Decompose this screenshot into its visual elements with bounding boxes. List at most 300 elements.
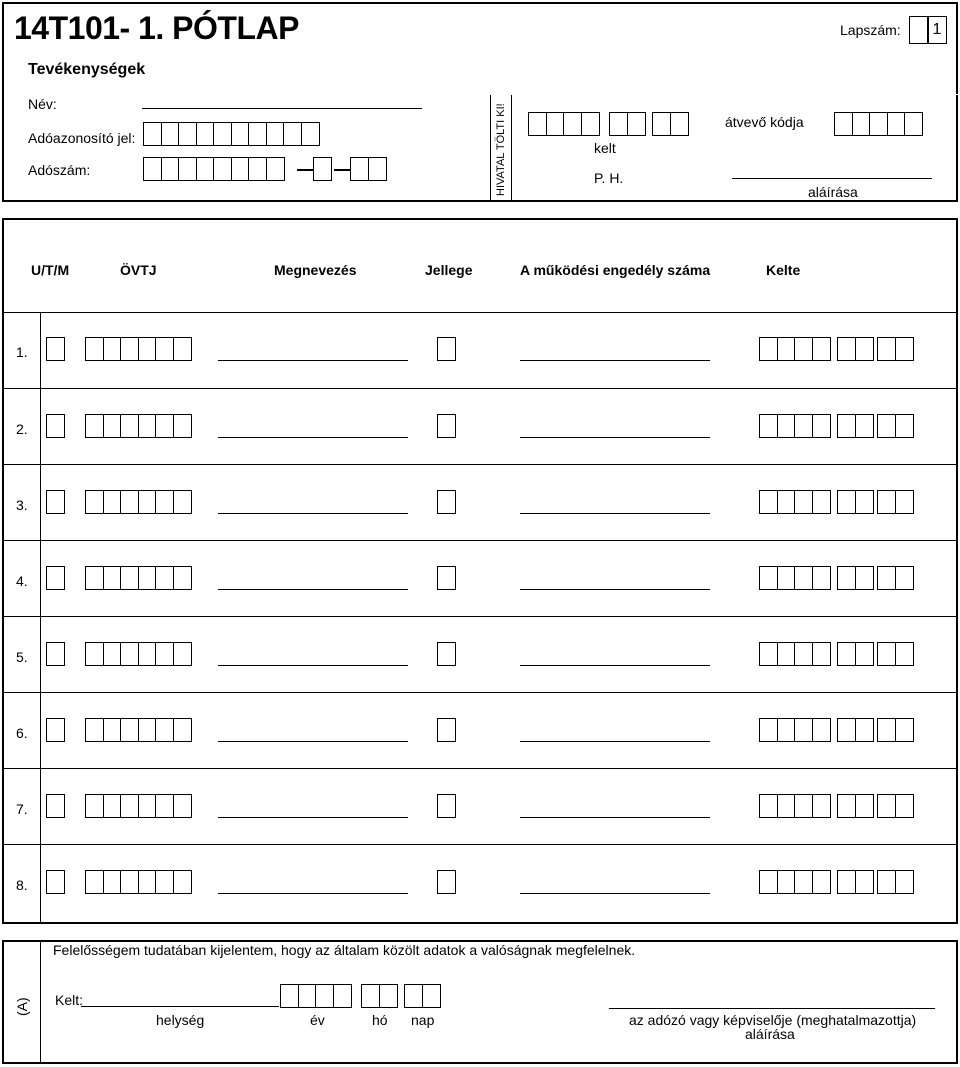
entry-box[interactable] [895, 794, 914, 818]
entry-box[interactable] [266, 122, 285, 146]
entry-box[interactable] [437, 718, 456, 742]
row-name-field[interactable] [218, 437, 408, 438]
entry-box[interactable] [103, 490, 122, 514]
entry-box[interactable] [85, 870, 104, 894]
row-name-field[interactable] [218, 817, 408, 818]
entry-box[interactable] [138, 642, 157, 666]
entry-box[interactable] [812, 337, 831, 361]
table-row [4, 768, 956, 844]
entry-box[interactable] [143, 157, 162, 181]
declaration-date-label: Kelt: [55, 992, 84, 1008]
entry-box[interactable] [777, 337, 796, 361]
entry-box[interactable] [437, 870, 456, 894]
col-header-permit-number: A működési engedély száma [520, 262, 711, 278]
row-permit-number-field[interactable] [520, 817, 710, 818]
office-date-boxes-month[interactable] [609, 112, 644, 136]
declaration-signature-caption-1: az adózó vagy képviselője (meghatalmazottja) [629, 1012, 917, 1028]
row-date-boxes-month[interactable] [837, 566, 872, 590]
entry-box[interactable] [437, 490, 456, 514]
entry-box[interactable] [652, 112, 671, 136]
entry-box[interactable] [350, 157, 369, 181]
receiver-code-boxes[interactable] [834, 112, 922, 136]
entry-box[interactable] [759, 337, 778, 361]
entry-box[interactable] [301, 122, 320, 146]
entry-box[interactable] [161, 157, 180, 181]
row-date-boxes-year[interactable] [759, 414, 829, 438]
entry-box[interactable] [528, 112, 547, 136]
row-date-boxes-year[interactable] [759, 490, 829, 514]
entry-box[interactable] [895, 490, 914, 514]
entry-box[interactable] [361, 984, 380, 1008]
entry-box[interactable] [794, 794, 813, 818]
row-number: 7. [16, 801, 28, 817]
row-date-boxes-year[interactable] [759, 718, 829, 742]
row-utm-box[interactable] [46, 490, 64, 514]
row-permit-number-field[interactable] [520, 437, 710, 438]
row-date-boxes-year[interactable] [759, 642, 829, 666]
row-utm-box[interactable] [46, 337, 64, 361]
col-header-ovtj: ÖVTJ [120, 262, 157, 278]
entry-box[interactable] [248, 157, 267, 181]
row-name-field[interactable] [218, 741, 408, 742]
entry-box[interactable] [777, 642, 796, 666]
receiver-signature-line[interactable] [732, 178, 932, 179]
header-panel [2, 2, 958, 202]
entry-box[interactable] [120, 870, 139, 894]
tax-number-dash-2 [334, 169, 350, 171]
entry-box[interactable] [837, 490, 856, 514]
tax-number-boxes-county[interactable] [350, 157, 385, 181]
entry-box[interactable] [855, 718, 874, 742]
entry-box[interactable] [103, 337, 122, 361]
row-date-boxes-day[interactable] [877, 642, 912, 666]
entry-box[interactable] [85, 718, 104, 742]
entry-box[interactable] [46, 794, 65, 818]
page-number-box[interactable]: 1 [927, 16, 947, 44]
entry-box[interactable] [877, 642, 896, 666]
table-row [4, 616, 956, 692]
col-header-utm: U/T/M [31, 262, 70, 278]
tax-id-boxes[interactable] [143, 122, 318, 146]
entry-box[interactable] [877, 337, 896, 361]
row-date-boxes-month[interactable] [837, 870, 872, 894]
declaration-side-label: (A) [14, 997, 30, 1016]
col-header-date: Kelte [766, 262, 801, 278]
entry-box[interactable] [437, 337, 456, 361]
row-ovtj-boxes[interactable] [85, 337, 190, 361]
entry-box[interactable] [298, 984, 317, 1008]
row-utm-box[interactable] [46, 566, 64, 590]
section-title: Tevékenységek [28, 61, 146, 78]
row-ovtj-boxes[interactable] [85, 794, 190, 818]
page-number-label: Lapszám: [840, 22, 901, 38]
row-date-boxes-month[interactable] [837, 718, 872, 742]
row-date-boxes-month[interactable] [837, 642, 872, 666]
entry-box[interactable] [877, 718, 896, 742]
entry-box[interactable] [877, 414, 896, 438]
entry-box[interactable] [895, 566, 914, 590]
col-header-name: Megnevezés [274, 262, 357, 278]
declaration-month-boxes[interactable] [361, 984, 396, 1008]
entry-box[interactable] [143, 122, 162, 146]
entry-box[interactable] [837, 337, 856, 361]
entry-box[interactable] [85, 794, 104, 818]
entry-box[interactable] [46, 566, 65, 590]
entry-box[interactable] [777, 794, 796, 818]
entry-box[interactable] [777, 566, 796, 590]
entry-box[interactable] [138, 794, 157, 818]
entry-box[interactable] [437, 794, 456, 818]
row-type-box[interactable] [437, 794, 455, 818]
entry-box[interactable] [812, 414, 831, 438]
entry-box[interactable] [855, 642, 874, 666]
entry-box[interactable] [794, 414, 813, 438]
entry-box[interactable] [877, 490, 896, 514]
row-date-boxes-day[interactable] [877, 566, 912, 590]
entry-box[interactable] [777, 490, 796, 514]
entry-box[interactable] [46, 414, 65, 438]
tax-number-boxes-main[interactable] [143, 157, 283, 181]
receiver-signature-label: aláírása [808, 184, 858, 200]
entry-box[interactable] [895, 414, 914, 438]
form-title: 14T101- 1. PÓTLAP [14, 10, 299, 46]
entry-box[interactable] [563, 112, 582, 136]
col-header-type: Jellege [425, 262, 473, 278]
entry-box[interactable] [777, 414, 796, 438]
row-date-boxes-month[interactable] [837, 794, 872, 818]
entry-box[interactable] [313, 157, 332, 181]
entry-box[interactable] [46, 490, 65, 514]
office-date-boxes-day[interactable] [652, 112, 687, 136]
declaration-place-field[interactable] [81, 1006, 279, 1007]
entry-box[interactable] [794, 870, 813, 894]
entry-box[interactable] [120, 642, 139, 666]
activities-table [2, 218, 958, 924]
entry-box[interactable] [759, 490, 778, 514]
entry-box[interactable] [138, 566, 157, 590]
row-utm-box[interactable] [46, 414, 64, 438]
entry-box[interactable] [155, 870, 174, 894]
entry-box[interactable] [315, 984, 334, 1008]
tax-number-dash-1 [297, 169, 313, 171]
entry-box[interactable] [837, 870, 856, 894]
row-date-boxes-month[interactable] [837, 414, 872, 438]
entry-box[interactable] [103, 642, 122, 666]
row-date-boxes-day[interactable] [877, 337, 912, 361]
row-ovtj-boxes[interactable] [85, 490, 190, 514]
entry-box[interactable] [173, 794, 192, 818]
row-date-boxes-month[interactable] [837, 490, 872, 514]
entry-box[interactable] [231, 122, 250, 146]
row-date-boxes-year[interactable] [759, 794, 829, 818]
declaration-month-caption: hó [372, 1012, 388, 1028]
entry-box[interactable] [895, 870, 914, 894]
entry-box[interactable] [155, 490, 174, 514]
row-number: 4. [16, 573, 28, 589]
row-ovtj-boxes[interactable] [85, 642, 190, 666]
entry-box[interactable] [812, 642, 831, 666]
row-type-box[interactable] [437, 490, 455, 514]
entry-box[interactable] [85, 414, 104, 438]
entry-box[interactable] [812, 794, 831, 818]
table-row [4, 540, 956, 616]
row-name-field[interactable] [218, 589, 408, 590]
entry-box[interactable] [333, 984, 352, 1008]
office-stamp-label: P. H. [594, 170, 624, 186]
entry-box[interactable] [46, 642, 65, 666]
row-permit-number-field[interactable] [520, 589, 710, 590]
row-type-box[interactable] [437, 870, 455, 894]
entry-box[interactable] [173, 870, 192, 894]
entry-box[interactable] [837, 794, 856, 818]
entry-box[interactable] [895, 642, 914, 666]
entry-box[interactable] [904, 112, 923, 136]
office-top-rule [490, 94, 958, 95]
row-utm-box[interactable] [46, 642, 64, 666]
entry-box[interactable] [231, 157, 250, 181]
entry-box[interactable] [404, 984, 423, 1008]
entry-box[interactable] [759, 718, 778, 742]
entry-box[interactable] [103, 718, 122, 742]
entry-box[interactable] [85, 490, 104, 514]
entry-box[interactable] [120, 566, 139, 590]
row-date-boxes-day[interactable] [877, 414, 912, 438]
row-date-boxes-month[interactable] [837, 337, 872, 361]
row-number: 5. [16, 649, 28, 665]
entry-box[interactable] [103, 794, 122, 818]
row-permit-number-field[interactable] [520, 360, 710, 361]
entry-box[interactable] [368, 157, 387, 181]
entry-box[interactable] [877, 794, 896, 818]
entry-box[interactable] [855, 490, 874, 514]
row-number: 2. [16, 421, 28, 437]
entry-box[interactable] [895, 718, 914, 742]
entry-box[interactable] [546, 112, 565, 136]
entry-box[interactable] [834, 112, 853, 136]
declaration-panel [2, 940, 958, 1064]
row-ovtj-boxes[interactable] [85, 870, 190, 894]
row-type-box[interactable] [437, 642, 455, 666]
row-date-boxes-year[interactable] [759, 337, 829, 361]
entry-box[interactable] [777, 718, 796, 742]
entry-box[interactable] [855, 414, 874, 438]
row-utm-box[interactable] [46, 870, 64, 894]
entry-box[interactable] [437, 414, 456, 438]
entry-box[interactable] [155, 642, 174, 666]
entry-box[interactable] [422, 984, 441, 1008]
page-number-box-blank[interactable] [909, 16, 929, 44]
entry-box[interactable] [877, 870, 896, 894]
entry-box[interactable] [437, 566, 456, 590]
entry-box[interactable] [283, 122, 302, 146]
entry-box[interactable] [812, 718, 831, 742]
entry-box[interactable] [46, 718, 65, 742]
entry-box[interactable] [213, 122, 232, 146]
entry-box[interactable] [138, 718, 157, 742]
entry-box[interactable] [85, 337, 104, 361]
entry-box[interactable] [173, 414, 192, 438]
tax-id-label: Adóazonosító jel: [28, 130, 136, 146]
row-name-field[interactable] [218, 665, 408, 666]
declaration-day-caption: nap [411, 1012, 435, 1028]
entry-box[interactable] [609, 112, 628, 136]
entry-box[interactable] [196, 122, 215, 146]
row-number: 6. [16, 725, 28, 741]
row-name-field[interactable] [218, 360, 408, 361]
entry-box[interactable] [173, 718, 192, 742]
row-ovtj-boxes[interactable] [85, 414, 190, 438]
entry-box[interactable] [895, 337, 914, 361]
office-vertical-label: HIVATAL TÖLTI KI! [495, 103, 507, 196]
entry-box[interactable] [759, 414, 778, 438]
table-row [4, 312, 956, 388]
entry-box[interactable] [777, 870, 796, 894]
entry-box[interactable] [155, 337, 174, 361]
row-permit-number-field[interactable] [520, 893, 710, 894]
declaration-signature-line[interactable] [609, 1008, 935, 1009]
entry-box[interactable] [812, 566, 831, 590]
entry-box[interactable] [138, 414, 157, 438]
entry-box[interactable] [877, 566, 896, 590]
row-utm-box[interactable] [46, 794, 64, 818]
entry-box[interactable] [85, 566, 104, 590]
entry-box[interactable] [155, 566, 174, 590]
row-date-boxes-year[interactable] [759, 870, 829, 894]
entry-box[interactable] [46, 870, 65, 894]
table-row [4, 388, 956, 464]
entry-box[interactable] [173, 490, 192, 514]
entry-box[interactable] [103, 566, 122, 590]
entry-box[interactable] [812, 490, 831, 514]
row-type-box[interactable] [437, 718, 455, 742]
entry-box[interactable] [173, 642, 192, 666]
entry-box[interactable] [138, 337, 157, 361]
tax-number-label: Adószám: [28, 162, 91, 178]
table-row [4, 692, 956, 768]
row-number: 3. [16, 497, 28, 513]
entry-box[interactable] [46, 337, 65, 361]
entry-box[interactable] [855, 870, 874, 894]
entry-box[interactable] [837, 414, 856, 438]
row-date-boxes-day[interactable] [877, 490, 912, 514]
row-date-boxes-year[interactable] [759, 566, 829, 590]
entry-box[interactable] [627, 112, 646, 136]
entry-box[interactable] [173, 566, 192, 590]
row-date-boxes-day[interactable] [877, 718, 912, 742]
entry-box[interactable] [120, 337, 139, 361]
entry-box[interactable] [837, 642, 856, 666]
entry-box[interactable] [173, 337, 192, 361]
entry-box[interactable] [670, 112, 689, 136]
row-type-box[interactable] [437, 337, 455, 361]
entry-box[interactable] [280, 984, 299, 1008]
row-type-box[interactable] [437, 414, 455, 438]
declaration-signature-caption-2: aláírása [745, 1026, 795, 1042]
office-date-label: kelt [594, 140, 616, 156]
entry-box[interactable] [120, 794, 139, 818]
entry-box[interactable] [248, 122, 267, 146]
row-date-boxes-day[interactable] [877, 794, 912, 818]
entry-box[interactable] [155, 794, 174, 818]
entry-box[interactable] [85, 642, 104, 666]
entry-box[interactable] [155, 718, 174, 742]
entry-box[interactable] [759, 794, 778, 818]
entry-box[interactable] [178, 157, 197, 181]
entry-box[interactable] [437, 642, 456, 666]
declaration-year-boxes[interactable] [280, 984, 350, 1008]
office-date-boxes-year[interactable] [528, 112, 598, 136]
tax-number-boxes-vat[interactable] [313, 157, 331, 181]
declaration-left-column-rule [40, 942, 41, 1062]
entry-box[interactable] [379, 984, 398, 1008]
entry-box[interactable] [138, 870, 157, 894]
entry-box[interactable] [852, 112, 871, 136]
entry-box[interactable] [103, 414, 122, 438]
table-row [4, 464, 956, 540]
row-permit-number-field[interactable] [520, 741, 710, 742]
entry-box[interactable] [120, 718, 139, 742]
entry-box[interactable] [581, 112, 600, 136]
entry-box[interactable] [138, 490, 157, 514]
entry-box[interactable] [794, 566, 813, 590]
entry-box[interactable] [155, 414, 174, 438]
entry-box[interactable] [855, 337, 874, 361]
table-row [4, 844, 956, 920]
name-field[interactable] [142, 108, 422, 109]
entry-box[interactable] [759, 870, 778, 894]
row-date-boxes-day[interactable] [877, 870, 912, 894]
entry-box[interactable] [855, 794, 874, 818]
entry-box[interactable] [120, 414, 139, 438]
entry-box[interactable] [837, 566, 856, 590]
entry-box[interactable] [812, 870, 831, 894]
row-permit-number-field[interactable] [520, 665, 710, 666]
entry-box[interactable] [837, 718, 856, 742]
row-name-field[interactable] [218, 893, 408, 894]
declaration-statement: Felelősségem tudatában kijelentem, hogy az általam közölt adatok a valóságnak megfelelnek. [53, 942, 636, 958]
entry-box[interactable] [794, 642, 813, 666]
declaration-year-caption: év [310, 1012, 325, 1028]
row-ovtj-boxes[interactable] [85, 718, 190, 742]
entry-box[interactable] [869, 112, 888, 136]
entry-box[interactable] [794, 490, 813, 514]
entry-box[interactable] [759, 566, 778, 590]
row-utm-box[interactable] [46, 718, 64, 742]
declaration-day-boxes[interactable] [404, 984, 439, 1008]
row-number: 8. [16, 877, 28, 893]
entry-box[interactable] [759, 642, 778, 666]
entry-box[interactable] [161, 122, 180, 146]
row-type-box[interactable] [437, 566, 455, 590]
row-number: 1. [16, 344, 28, 360]
entry-box[interactable] [887, 112, 906, 136]
entry-box[interactable] [178, 122, 197, 146]
name-label: Név: [28, 96, 57, 112]
receiver-code-label: átvevő kódja [725, 114, 804, 130]
entry-box[interactable] [794, 718, 813, 742]
entry-box[interactable] [120, 490, 139, 514]
declaration-place-caption: helység [156, 1012, 205, 1028]
entry-box[interactable] [794, 337, 813, 361]
entry-box[interactable] [855, 566, 874, 590]
entry-box[interactable] [103, 870, 122, 894]
entry-box[interactable] [196, 157, 215, 181]
row-name-field[interactable] [218, 513, 408, 514]
entry-box[interactable] [266, 157, 285, 181]
row-permit-number-field[interactable] [520, 513, 710, 514]
entry-box[interactable] [213, 157, 232, 181]
row-ovtj-boxes[interactable] [85, 566, 190, 590]
